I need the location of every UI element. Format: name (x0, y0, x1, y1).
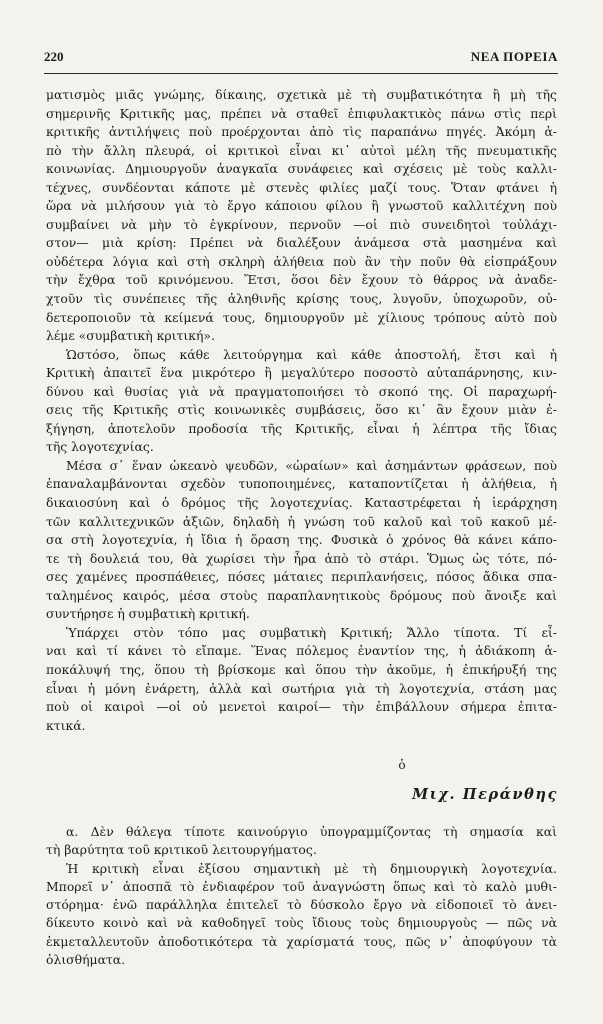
text-line: συντήρησε ἡ συμβατικὴ κριτική. (46, 606, 250, 622)
text-line: τῶν καλλιτεχνικῶν ἀξιῶν, δηλαδὴ ἡ γνώση τοῦ καλοῦ καὶ τοῦ κακοῦ μέ- (46, 513, 557, 529)
author-signature: Μιχ. Περάνθης (412, 786, 558, 803)
text-line: Κριτικὴ ἀπαιτεῖ ἕνα μικρότερο ἢ μεγαλύτερο ποσοστὸ αὐταπάρνησης, κιν- (46, 365, 557, 381)
note-line: δίκευτο κοινὸ καὶ νὰ καθοδηγεῖ τοὺς ἴδιους τοὺς δημιουργοὺς — πῶς νὰ (46, 915, 557, 931)
text-line: ποὺ οἱ καιροὶ —οἱ οὐ μενετοὶ καιροί— τὴν ἐπιβάλλουν σήμερα ἐπιτα- (46, 699, 557, 715)
text-line: στον— μιὰ κρίση: Πρέπει νὰ διαλέξουν ἀνάμεσα στὰ μασημένα καὶ (46, 235, 557, 251)
text-line: συμβαίνει νὰ μὴν τὸ ἐγκρίνουν, περνοῦν —οἱ πιὸ συνειδητοὶ τοὐλάχι- (46, 216, 557, 232)
footnote-body (46, 823, 557, 969)
running-head (44, 49, 558, 69)
text-line: κοινωνίας. Δημιουργοῦν ἀναγκαῖα συνάφειες καὶ σχέσεις μὲ τοὺς καλλι- (46, 161, 557, 177)
text-line: ματισμὸς μιᾶς γνώμης, δίκαιης, σχετικὰ μὲ τὴ συμβατικότητα ἢ μὴ τῆς (46, 87, 557, 102)
text-line: τέχνες, συνδέονται κάποτε μὲ στενὲς φιλίες μαζί τους. Ὅταν φτάνει ἡ (46, 179, 557, 195)
note-line: Μπορεῖ ν᾽ ἀποσπᾶ τὸ ἐνδιαφέρον τοῦ ἀναγνώστη ὅπως καὶ τὸ καλὸ μυθι- (46, 878, 557, 894)
note-line: ὀλισθήματα. (46, 952, 126, 968)
text-line: τὴν ἔχθρα τοῦ κρινόμενου. Ἔτσι, ὅσοι δὲν ἔχουν τὸ θάρρος νὰ ἀναδε- (46, 272, 557, 288)
text-line: σημερινῆς Κριτικῆς μας, πρέπει νὰ σταθεῖ ἐπιφυλακτικὸς πάνω στὶς περὶ (46, 105, 557, 121)
note-line: ἐκμεταλλευτοῦν ἀποδοτικότερα τὰ χαρίσματά τους, πῶς ν᾽ ἀποφύγουν τὰ (46, 933, 557, 949)
text-line: οὐδέτερα λόγια καὶ στὴ σκληρὴ ἀλήθεια ποὺ ἂν τὴν ποῦν θὰ εἰσπράξουν (46, 253, 557, 269)
text-line: σεις τῆς Κριτικῆς στὶς κοινωνικὲς συμβάσεις, ὅσο κι᾽ ἂν ἔχουν μιὰν ἐ- (46, 402, 557, 418)
text-line: δετεροποιοῦν τὰ κείμενά τους, δημιουργοῦν μὲ χίλιους τρόπους αὐτὸ ποὺ (46, 309, 557, 325)
text-line: τε τὴ δουλειά του, θὰ χωρίσει τὴν ἦρα ἀπὸ τὸ στάρι. Ὅμως ὡς τότε, πό- (46, 550, 557, 566)
text-line: δύνου καὶ θυσίας γιὰ νὰ πραγματοποιήσει τὸ σκοπό της. Οἱ παραχωρή- (46, 383, 557, 399)
text-line: ποκάλυψή της, ὅπου τὴ βρίσκομε καὶ ὅπου τὴν ἀκοῦμε, ἡ ἐπικήρυξή της (46, 661, 557, 677)
text-line: δικαιοσύνη καὶ ὁ δρόμος τῆς λογοτεχνίας. Καταστρέφεται ἡ ἱεράρχηση (46, 495, 557, 511)
text-line: ὥρα νὰ μιλήσουν γιὰ τὸ ἔργο κάποιου φίλου ἢ γνωστοῦ καλλιτέχνη ποὺ (46, 198, 557, 214)
note-line: α. Δὲν θάλεγα τίποτε καινούργιο ὑπογραμμίζοντας τὴ σημασία καὶ (66, 824, 557, 839)
text-line: χτοῦν τὶς συνέπειες τῆς ἀληθινῆς κρίσης τους, λυγοῦν, ὑποχωροῦν, οὐ- (46, 291, 557, 307)
text-line: ταλημένος καιρός, μέσα στοὺς παραπλανητικοὺς δρόμους ποὺ ἄνοιξε καὶ (46, 587, 557, 603)
note-line: τὴ βαρύτητα τοῦ κριτικοῦ λειτουργήματος. (46, 842, 317, 858)
note-line: Ἡ κριτικὴ εἶναι ἐξίσου σημαντικὴ μὲ τὴ δημιουργικὴ λογοτεχνία. (66, 860, 557, 876)
text-line: ναι καὶ τί κάνει τὸ εἴπαμε. Ἕνας πόλεμος ἐναντίον της, ἡ ἀδιάκοπη ἀ- (46, 643, 557, 659)
text-line: Ὑπάρχει στὸν τόπο μας συμβατικὴ Κριτική; Ἄλλο τίποτα. Τί εἶ- (66, 624, 557, 640)
text-line: λέμε «συμβατικὴ κριτική». (46, 328, 215, 344)
journal-title: ΝΕΑ ΠΟΡΕΙΑ (470, 49, 558, 64)
article-body (46, 86, 557, 735)
text-line: ἐπαναλαμβάνονται σχεδὸν τυποποιημένες, καταποντίζεται ἡ ἀλήθεια, ἡ (46, 476, 557, 492)
text-line: Μέσα σ᾽ ἕναν ὠκεανὸ ψευδῶν, «ὡραίων» καὶ ἀσημάντων φράσεων, ποὺ (66, 457, 557, 473)
text-line: Ὡστόσο, ὅπως κάθε λειτούργημα καὶ κάθε ἀποστολή, ἔτσι καὶ ἡ (66, 346, 557, 362)
text-line: πὸ τὴν ἄλλη πλευρά, οἱ κριτικοὶ εἶναι κι᾽ αὐτοὶ μέλη τῆς πνευματικῆς (46, 142, 557, 158)
text-line: σα στὴ λογοτεχνία, ἡ ἴδια ἡ ὅραση της. Φυσικὰ ὁ χρόνος θὰ κάνει κάπο- (46, 532, 557, 548)
text-line: τῆς λογοτεχνίας. (46, 439, 154, 455)
text-line: κτικά. (46, 717, 86, 733)
text-line: ξήγηση, ἀποτελοῦν προδοσία τῆς Κριτικῆς, εἶναι ἡ λέπτρα τῆς ἴδιας (46, 420, 557, 436)
text-line: κριτικῆς ἀντιλήψεις ποὺ προέρχονται ἀπὸ τὶς παραπάνω πηγές. Ἀκόμη ἀ- (46, 124, 557, 140)
section-sign: ὁ (398, 758, 406, 772)
text-line: εἶναι ἡ μόνη ἐνάρετη, ἀλλὰ καὶ σωτήρια γιὰ τὴ λογοτεχνία, στάση μας (46, 680, 557, 696)
note-line: στόρημα· ἐνῶ παράλληλα ἐπιτελεῖ τὸ δύσκολο ἔργο νὰ εἰδοποιεῖ τὸ ἀνει- (46, 897, 557, 913)
page-number: 220 (44, 49, 64, 64)
text-line: σες χαμένες προσπάθειες, πόσες μάταιες περιπλανήσεις, πόσος ἄδικα σπα- (46, 569, 557, 585)
header-rule (44, 73, 558, 74)
